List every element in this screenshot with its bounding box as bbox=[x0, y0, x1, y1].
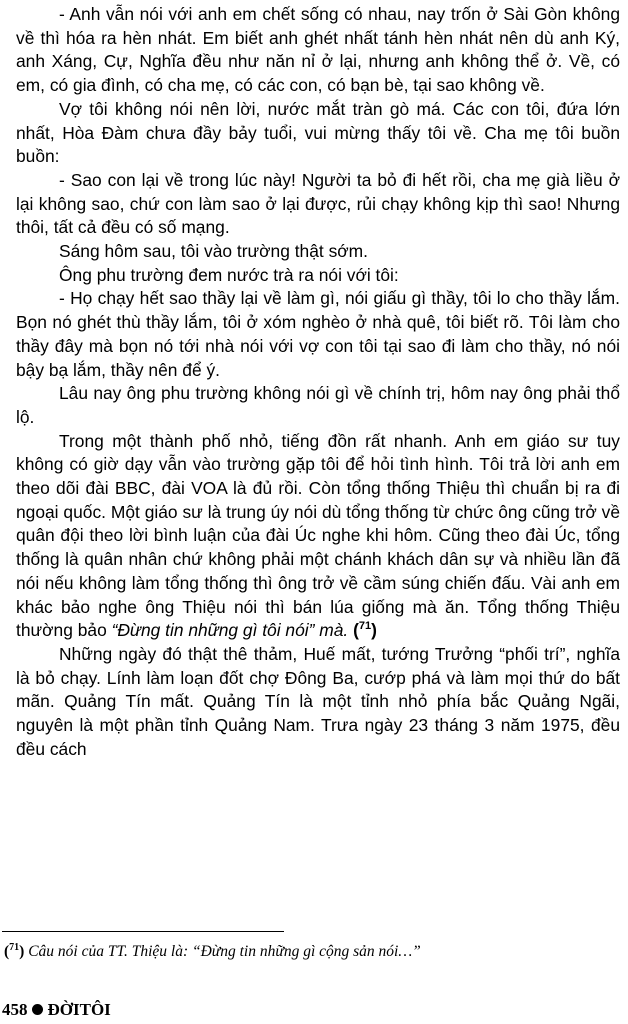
footnote-text: Câu nói của TT. Thiệu là: “Đừng tin những gì cộng sản nói…” bbox=[24, 943, 421, 960]
page-footer bbox=[2, 999, 111, 1021]
footnote-close-paren: ) bbox=[19, 943, 25, 960]
paragraph-6: - Họ chạy hết sao thầy lại về làm gì, nói giấu gì thầy, tôi lo cho thầy lắm. Bọn nó ghét thù thầy lắm, tôi ở xóm nghèo ở nhà quê, tôi biết rõ. Tôi làm cho thầy đây mà bọn nó tới nhà nói với vợ con tôi tại sao đi làm cho thầy, nó nói bậy bạ lắm, thầy nên để ý. bbox=[16, 288, 620, 380]
bullet-icon bbox=[32, 1004, 43, 1015]
paragraph-9: Những ngày đó thật thê thảm, Huế mất, tướng Trưởng “phối trí”, nghĩa là bỏ chạy. Lính làm loạn đốt chợ Đông Ba, cướp phá và làm mọi thứ do bất mãn. Quảng Tín mất. Quảng Tín là một tỉnh nhỏ phía bắc Quảng Ngãi, nguyên là một phần tỉnh Quảng Nam. Trưa ngày 23 tháng 3 năm 1975, đều đều cách bbox=[16, 643, 620, 759]
footnote-sup: 71 bbox=[9, 941, 20, 953]
footnote-ref-close: ) bbox=[371, 620, 377, 641]
paragraph-8 bbox=[16, 430, 620, 643]
quote-italic: “Đừng tin những gì tôi nói” mà. bbox=[111, 620, 349, 641]
paragraph-5: Ông phu trường đem nước trà ra nói với tôi: bbox=[59, 264, 399, 285]
footnote-ref-number: 71 bbox=[358, 620, 372, 633]
paragraph-8-text: Trong một thành phố nhỏ, tiếng đồn rất nhanh. Anh em giáo sư tuy không có giờ dạy vẫn vào trường gặp tôi để hỏi tình hình. Tôi trả lời anh em theo dõi đài BBC, đài VOA là đủ rồi. Còn tổng thống Thiệu thì chuẩn bị ra đi ngoại quốc. Một giáo sư là trung úy nói dù tổng thống từ chức ông cũng trở về quân đội theo lời bình luận của đài Úc nghe khi hôm. Cũng theo đài Úc, tổng thống là quân nhân chứ không phải một chánh khách dân sự và nhiều lần đã nói nếu không làm tổng thống thì ông trở về cầm súng chiến đấu. Vài anh em khác bảo nghe ông Thiệu nói thì bán lúa giống mà ăn. Tổng thống Thiệu thường bảo bbox=[16, 430, 620, 641]
footnote-number bbox=[4, 943, 24, 960]
paragraph-3: - Sao con lại về trong lúc này! Người ta bỏ đi hết rồi, cha mẹ già liều ở lại không sao, chứ con làm sao ở lại được, rủi chạy không kịp thì sao! Nhưng thôi, tất cả đều có số mạng. bbox=[16, 169, 620, 238]
body-text bbox=[16, 3, 620, 762]
paragraph-7: Lâu nay ông phu trường không nói gì về chính trị, hôm nay ông phải thổ lộ. bbox=[16, 383, 620, 427]
paragraph-2: Vợ tôi không nói nên lời, nước mắt tràn gò má. Các con tôi, đứa lớn nhất, Hòa Đàm chưa đầy bảy tuổi, vui mừng thấy tôi về. Cha mẹ tôi buồn buồn: bbox=[16, 98, 620, 167]
footnote-ref-open: ( bbox=[348, 620, 359, 641]
paragraph-1: - Anh vẫn nói với anh em chết sống có nhau, nay trốn ở Sài Gòn không về thì hóa ra hèn nhát. Em biết anh ghét nhất tánh hèn nhát nên dù anh Ký, anh Xáng, Cự, Nghĩa đều như năn nỉ ở lại, nhưng anh không thể ở. Về, có em, có gia đình, có cha mẹ, có các con, có bạn bè, tại sao không về. bbox=[16, 4, 620, 96]
footnote-open-paren: ( bbox=[4, 943, 10, 960]
footnote bbox=[4, 942, 624, 962]
book-title: ĐỜITÔI bbox=[47, 1000, 111, 1019]
footnote-divider bbox=[2, 931, 284, 932]
paragraph-4: Sáng hôm sau, tôi vào trường thật sớm. bbox=[59, 241, 368, 262]
page-number: 458 bbox=[2, 1000, 28, 1019]
